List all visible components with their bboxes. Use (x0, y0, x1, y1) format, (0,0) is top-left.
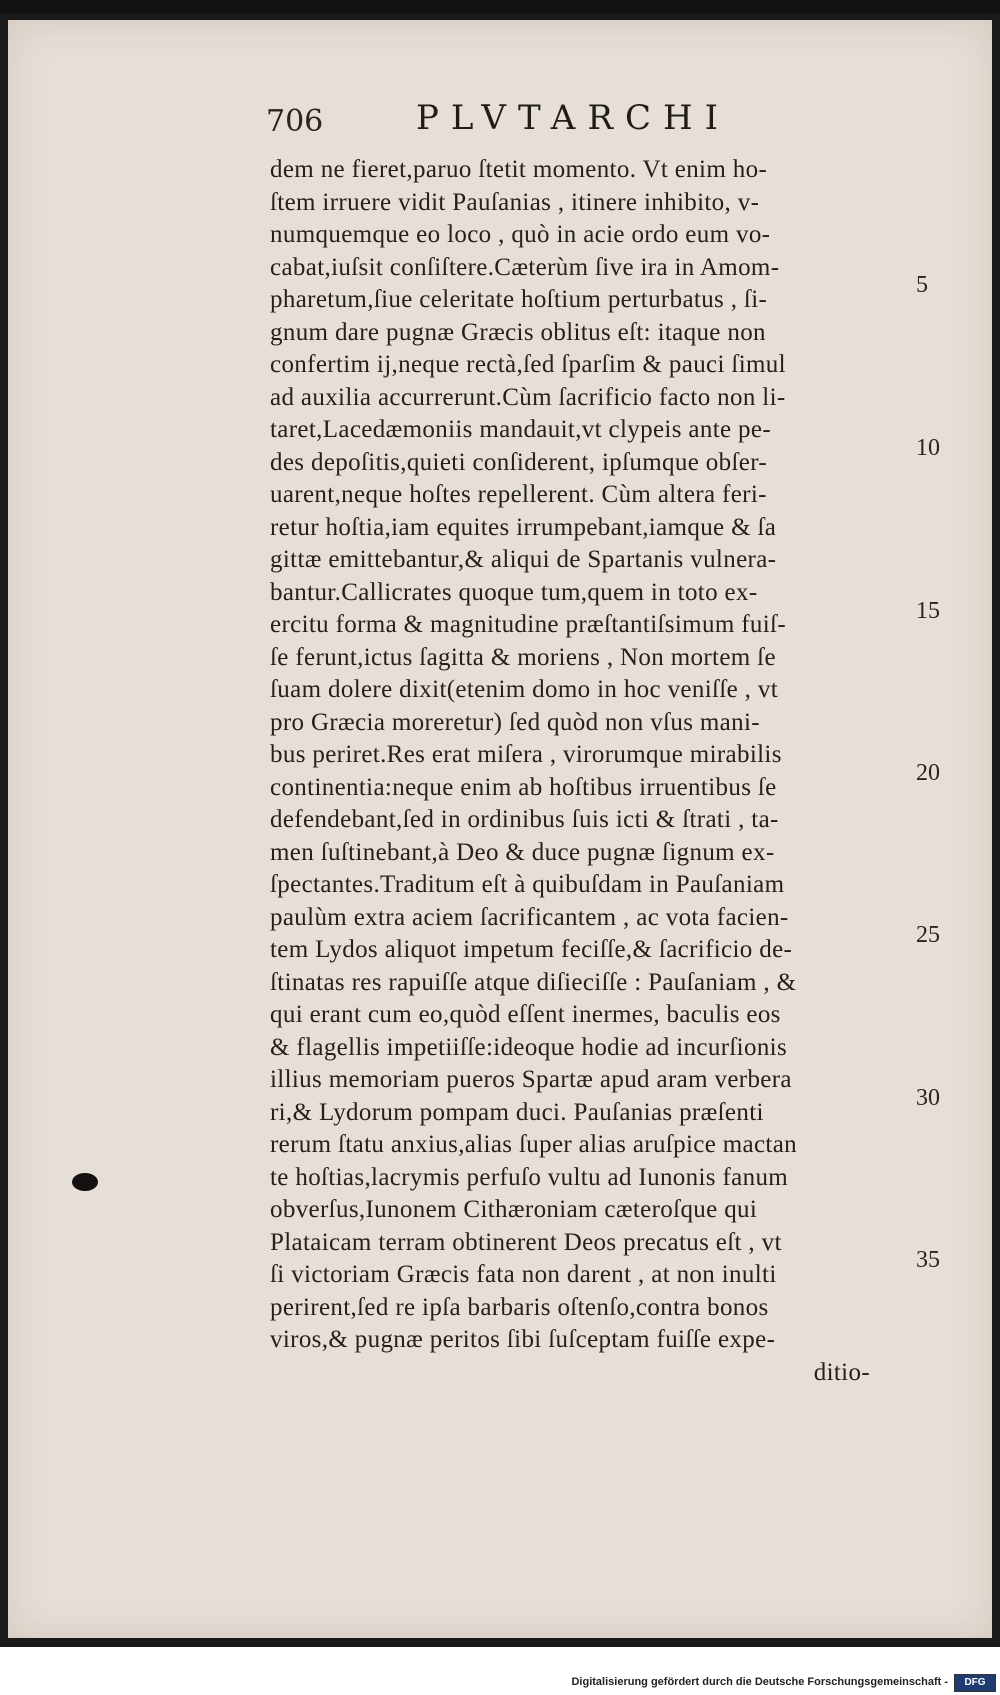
text-line: viros,& pugnæ peritos ſibi ſuſceptam fuiſſe expe- (270, 1326, 776, 1353)
text-line: continentia:neque enim ab hoſtibus irruentibus ſe (270, 773, 777, 801)
text-line: cabat,iuſsit conſiſtere.Cæterùm ſive ira in Amom- (270, 253, 780, 281)
text-line: pro Græcia moreretur) ſed quòd non vſus mani- (270, 708, 760, 736)
text-line: bus periret.Res erat miſera , virorumque mirabilis (270, 741, 782, 768)
text-line: confertim ij,neque rectà,ſed ſparſim & pauci ſimul (270, 351, 786, 378)
text-line: ſuam dolere dixit(etenim domo in hoc veniſſe , vt (270, 676, 779, 703)
text-line: illius memoriam pueros Spartæ apud aram verbera (270, 1066, 792, 1093)
text-line: qui erant cum eo,quòd eſſent inermes, baculis eos (270, 1001, 781, 1028)
text-line: ſtem irruere vidit Pauſanias , itinere inhibito, v- (270, 188, 760, 216)
text-line: ſtinatas res rapuiſſe atque diſieciſſe : Pauſaniam , & (270, 968, 797, 996)
text-line: ad auxilia accurrerunt.Cùm ſacrificio facto non li- (270, 383, 786, 411)
text-line: gnum dare pugnæ Græcis oblitus eſt: itaque non (270, 318, 766, 346)
line-number-marker: 10 (916, 435, 940, 461)
text-line: rerum ſtatu anxius,alias ſuper alias aruſpice mactan (270, 1131, 798, 1158)
page-number: 706 (266, 104, 324, 139)
line-number-marker: 15 (916, 598, 940, 624)
text-line: tem Lydos aliquot impetum feciſſe,& ſacrificio de- (270, 936, 793, 963)
text-line: paulùm extra aciem ſacrificantem , ac vota facien- (270, 903, 789, 931)
line-number-marker: 30 (916, 1085, 940, 1111)
running-title: PLVTARCHI (416, 98, 731, 138)
line-number-marker: 25 (916, 922, 940, 948)
text-line: uarent,neque hoſtes repellerent. Cùm altera feri- (270, 481, 767, 508)
text-line: bantur.Callicrates quoque tum,quem in toto ex- (270, 578, 758, 606)
dfg-logo: DFG (954, 1674, 996, 1692)
body-text (270, 154, 910, 1389)
footer-bar (0, 1647, 1000, 1695)
book-page (8, 20, 992, 1638)
text-line: taret,Lacedæmoniis mandauit,vt clypeis ante pe- (270, 416, 772, 443)
text-line: obverſus,Iunonem Cithæroniam cæteroſque qui (270, 1196, 758, 1223)
text-line: perirent,ſed re ipſa barbaris oſtenſo,contra bonos (270, 1293, 769, 1321)
line-number-marker: 20 (916, 760, 940, 786)
text-line: defendebant,ſed in ordinibus ſuis icti & ſtrati , ta- (270, 806, 779, 833)
scan-viewer (0, 14, 1000, 1647)
text-line: ri,& Lydorum pompam duci. Pauſanias præſenti (270, 1098, 764, 1126)
text-line: gittæ emittebantur,& aliqui de Spartanis vulnera- (270, 546, 777, 573)
text-line: ercitu forma & magnitudine præſtantiſsimum fuiſ- (270, 611, 787, 638)
text-line: ſi victoriam Græcis fata non darent , at non inulti (270, 1261, 777, 1288)
text-line: & flagellis impetiiſſe:ideoque hodie ad incurſionis (270, 1033, 788, 1061)
top-frame-bar (0, 0, 1000, 14)
text-line: retur hoſtia,iam equites irrumpebant,iamque & ſa (270, 513, 777, 541)
page-header (266, 92, 1000, 142)
footer-credit: Digitalisierung gefördert durch die Deutsche Forschungsgemeinschaft - (571, 1676, 948, 1688)
text-line: men ſuſtinebant,à Deo & duce pugnæ ſignum ex- (270, 838, 775, 866)
text-line: Plataicam terram obtinerent Deos precatus eſt , vt (270, 1228, 782, 1256)
text-line: te hoſtias,lacrymis perfuſo vultu ad Iunonis fanum (270, 1163, 789, 1191)
text-line: numquemque eo loco , quò in acie ordo eum vo- (270, 221, 771, 248)
text-line: des depoſitis,quieti conſiderent, ipſumque obſer- (270, 448, 768, 476)
text-line: pharetum,ſiue celeritate hoſtium perturbatus , ſi- (270, 286, 768, 313)
ink-blot (72, 1173, 98, 1191)
text-line: dem ne fieret,paruo ſtetit momento. Vt enim ho- (270, 156, 768, 183)
line-number-marker: 5 (916, 272, 928, 298)
text-line: ſpectantes.Traditum eſt à quibuſdam in Pauſaniam (270, 871, 785, 898)
catchword: ditio- (813, 1358, 870, 1386)
line-number-marker: 35 (916, 1247, 940, 1273)
text-line: ſe ferunt,ictus ſagitta & moriens , Non mortem ſe (270, 643, 776, 671)
